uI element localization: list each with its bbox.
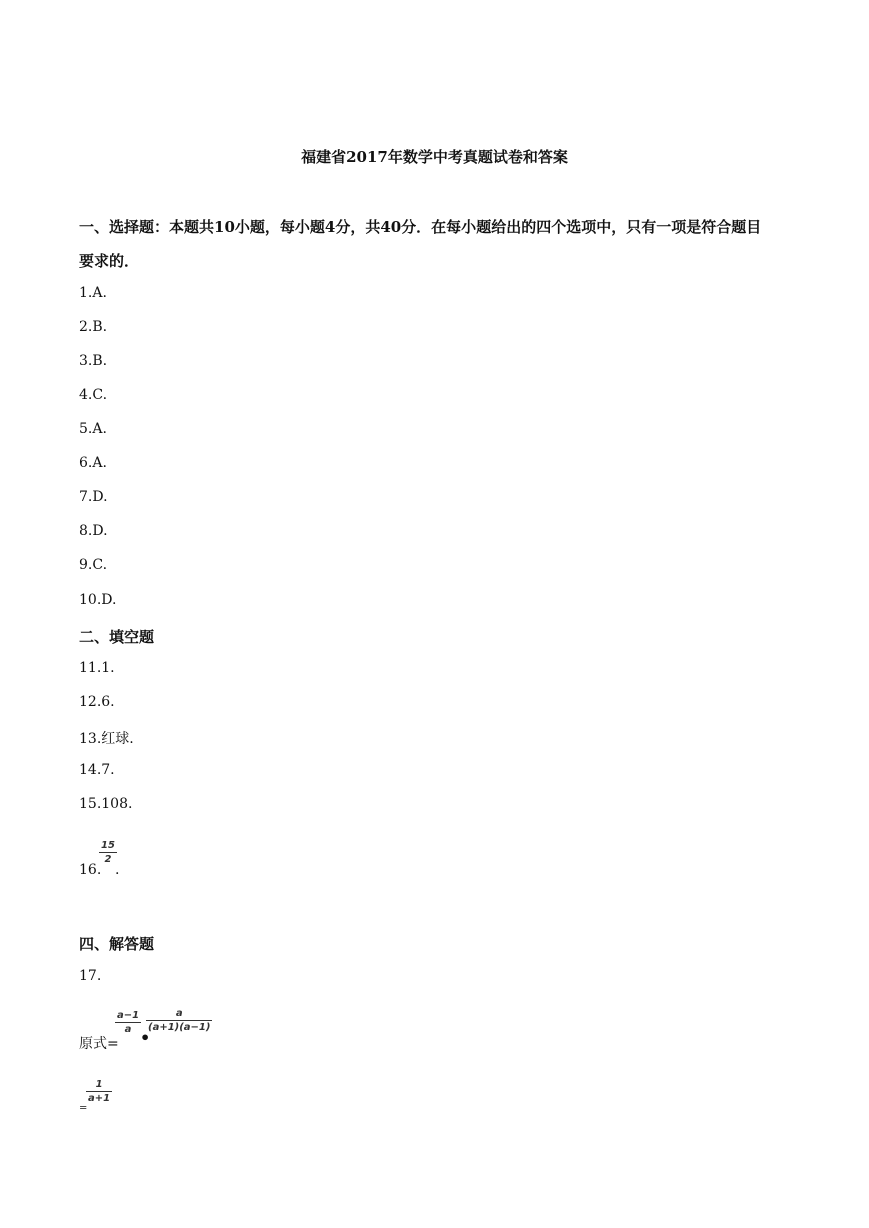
answer-11: 11.1. (79, 660, 115, 676)
step2-fraction (86, 1079, 112, 1104)
answer-6: 6.A. (79, 455, 107, 471)
answer-9: 9.C. (79, 557, 108, 573)
answer-8: 8.D. (79, 523, 108, 539)
section4-heading: 四、解答题 (79, 935, 155, 953)
answer-16-suffix: . (115, 862, 120, 878)
step1-fraction2 (146, 1008, 212, 1033)
fraction-numerator: a (175, 1008, 183, 1019)
multiply-dot: • (140, 1028, 151, 1047)
step1-fraction1 (115, 1010, 141, 1035)
answer-7: 7.D. (79, 489, 108, 505)
step2-prefix: = (79, 1103, 88, 1114)
answer-13: 13.红球. (79, 731, 134, 747)
document-title: 福建省2017年数学中考真题试卷和答案 (301, 148, 568, 166)
answer-14: 14.7. (79, 762, 115, 778)
step1-prefix: 原式= (79, 1036, 119, 1052)
fraction-numerator: 15 (101, 840, 115, 851)
answer-3: 3.B. (79, 353, 108, 369)
answer-5: 5.A. (79, 421, 107, 437)
fraction-numerator: a−1 (117, 1010, 140, 1021)
answer-1: 1.A. (79, 285, 107, 301)
fraction-numerator: 1 (95, 1079, 103, 1090)
fraction-bar (99, 852, 117, 853)
fraction-denominator: a+1 (88, 1093, 111, 1104)
answer-16-prefix: 16. (79, 862, 102, 878)
fraction-denominator: a (124, 1024, 132, 1035)
fraction-denominator: 2 (104, 854, 112, 865)
section1-heading-line2: 要求的． (79, 252, 140, 270)
answer-4: 4.C. (79, 387, 108, 403)
answer-12: 12.6. (79, 694, 115, 710)
answer-2: 2.B. (79, 319, 108, 335)
fraction-bar (146, 1020, 212, 1021)
fraction-denominator: (a+1)(a−1) (148, 1022, 211, 1033)
fraction-bar (86, 1091, 112, 1092)
section2-heading: 二、填空题 (79, 628, 155, 646)
section1-heading-line1: 一、选择题：本题共10小题，每小题4分，共40分．在每小题给出的四个选项中，只有一项是符合题目 (79, 218, 762, 236)
question-17-label: 17. (79, 968, 102, 984)
answer-15: 15.108. (79, 796, 133, 812)
answer-10: 10.D. (79, 592, 117, 608)
fraction-bar (115, 1022, 141, 1023)
